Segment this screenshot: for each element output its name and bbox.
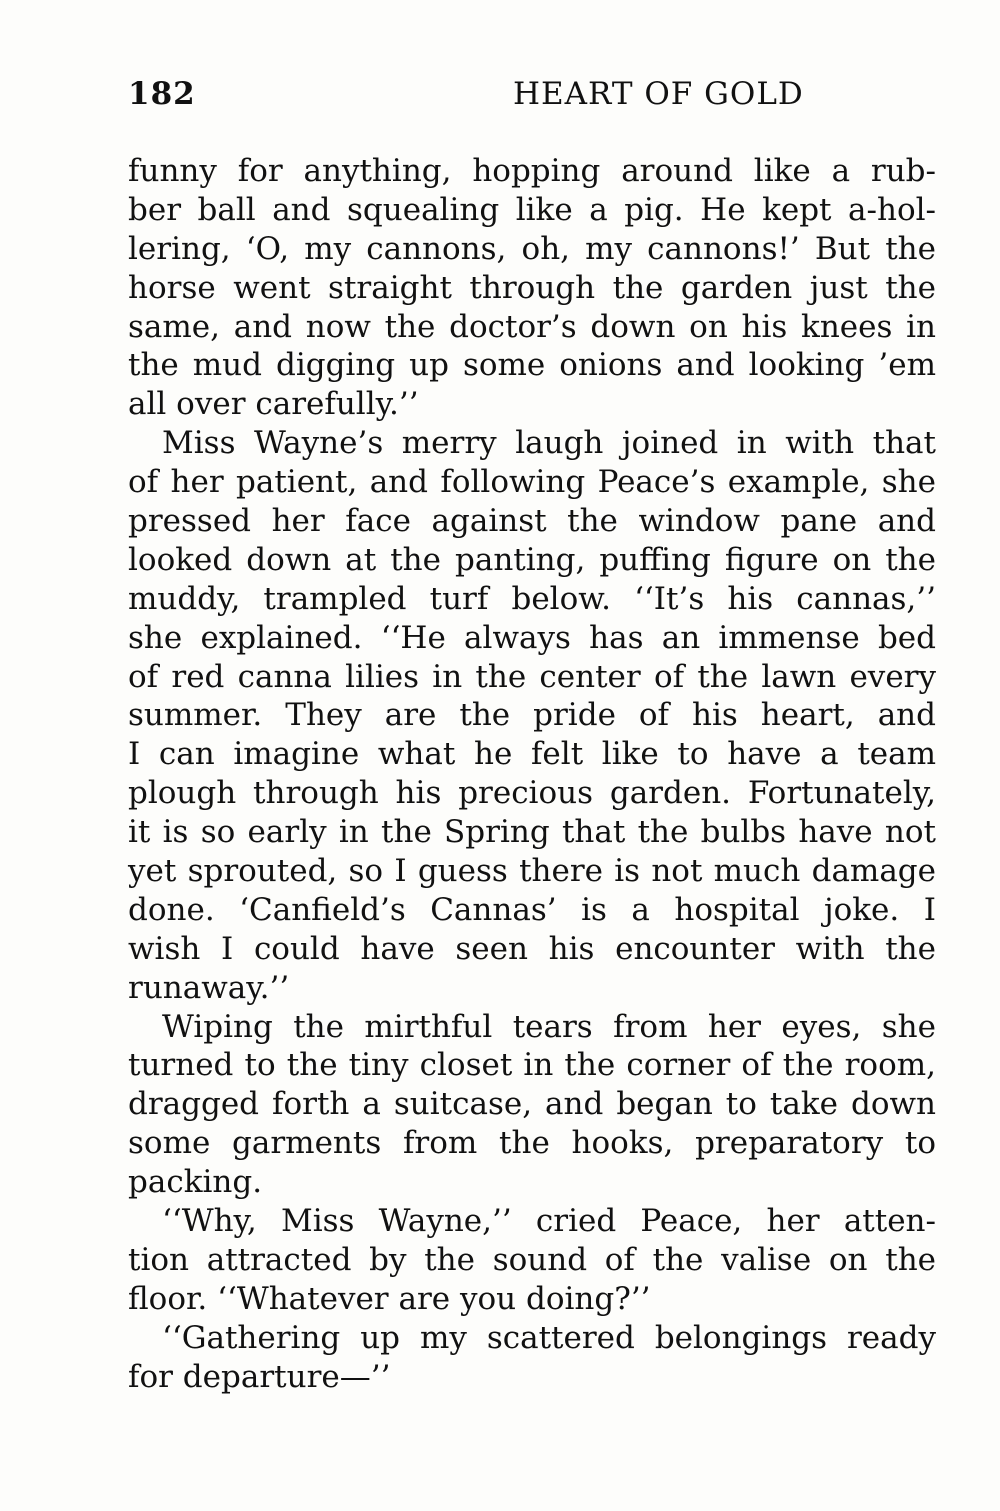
text-line: floor. ‘‘Whatever are you doing?’’ xyxy=(128,1280,651,1317)
text-line: wish I could have seen his encounter with the xyxy=(128,930,936,967)
text-line: turned to the tiny closet in the corner of the room, xyxy=(128,1047,936,1084)
text-line: for departure—’’ xyxy=(128,1358,391,1395)
text-line: ‘‘Gathering up my scattered belongings ready xyxy=(162,1319,936,1356)
text-line: packing. xyxy=(128,1164,263,1201)
page-body-text xyxy=(128,152,936,1397)
text-line: all over carefully.’’ xyxy=(128,386,419,423)
text-line: lering, ‘O, my cannons, oh, my cannons!’ But the xyxy=(128,230,936,267)
text-line: of her patient, and following Peace’s example, she xyxy=(128,464,936,501)
text-line: yet sprouted, so I guess there is not much damage xyxy=(128,853,936,890)
text-line: Wiping the mirthful tears from her eyes, she xyxy=(162,1008,936,1045)
page-header xyxy=(128,76,936,120)
text-line: I can imagine what he felt like to have a team xyxy=(128,736,936,773)
text-line: done. ‘Canfield’s Cannas’ is a hospital joke. I xyxy=(128,891,936,928)
text-line: of red canna lilies in the center of the lawn every xyxy=(128,658,936,695)
text-line: pressed her face against the window pane and xyxy=(128,503,936,540)
text-line: ‘‘Why, Miss Wayne,’’ cried Peace, her atten- xyxy=(162,1203,936,1240)
text-line: Miss Wayne’s merry laugh joined in with that xyxy=(162,425,936,462)
text-line: summer. They are the pride of his heart, and xyxy=(128,697,936,734)
text-line: she explained. ‘‘He always has an immense bed xyxy=(128,619,936,656)
text-line: runaway.’’ xyxy=(128,969,290,1006)
page-number: 182 xyxy=(128,76,196,112)
text-line: the mud digging up some onions and looking ’em xyxy=(128,347,936,384)
text-line: it is so early in the Spring that the bulbs have not xyxy=(128,814,936,851)
text-line: dragged forth a suitcase, and began to take down xyxy=(128,1086,936,1123)
text-line: ber ball and squealing like a pig. He kept a-hol- xyxy=(128,191,936,228)
text-line: looked down at the panting, puffing figure on the xyxy=(128,541,936,578)
text-line: muddy, trampled turf below. ‘‘It’s his cannas,’’ xyxy=(128,580,936,617)
running-head: HEART OF GOLD xyxy=(513,76,804,112)
text-line: some garments from the hooks, preparatory to xyxy=(128,1125,936,1162)
text-line: funny for anything, hopping around like a rub- xyxy=(128,153,936,189)
text-line: same, and now the doctor’s down on his knees in xyxy=(128,308,936,345)
text-line: horse went straight through the garden just the xyxy=(128,269,936,306)
text-line: plough through his precious garden. Fortunately, xyxy=(128,775,936,812)
text-line: tion attracted by the sound of the valise on the xyxy=(128,1241,936,1278)
